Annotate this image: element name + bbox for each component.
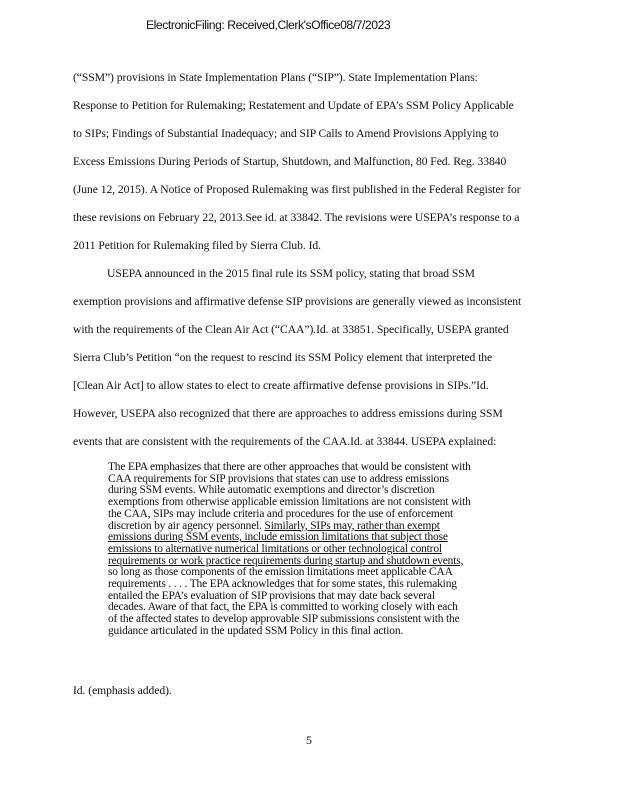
text-line: [Clean Air Act] to allow states to elect to create affirmative defense provisions in SIPs.”Id. — [73, 379, 489, 392]
text-line: USEPA announced in the 2015 final rule its SSM policy, stating that broad SSM — [107, 267, 475, 280]
block-quote — [108, 462, 528, 638]
quote-line: during SSM events. While automatic exemptions and director’s discretion — [108, 484, 435, 497]
emphasized-text: Similarly, SIPs may, rather than exempt — [264, 519, 440, 532]
page-number: 5 — [306, 733, 312, 747]
quote-line: The EPA emphasizes that there are other approaches that would be consistent with — [108, 461, 471, 473]
text-line: Excess Emissions During Periods of Startup, Shutdown, and Malfunction, 80 Fed. Reg. 33840 — [73, 155, 507, 168]
quote-line: exemptions from otherwise applicable emission limitations are not consistent with — [108, 496, 471, 509]
filing-stamp: ElectronicFiling: Received,Clerk'sOffice08/7/2023 — [146, 18, 391, 32]
citation: Id. (emphasis added). — [73, 684, 172, 697]
emphasized-quote-line: emissions during SSM events, include emission limitations that subject those — [108, 531, 448, 544]
quote-line: decades. Aware of that fact, the EPA is committed to working closely with each — [108, 601, 458, 614]
text-line: with the requirements of the Clean Air Act (“CAA”).Id. at 33851. Specifically, USEPA granted — [73, 323, 509, 336]
quote-line: requirements . . . . The EPA acknowledges that for some states, this rulemaking — [108, 578, 457, 591]
quote-line: of the affected states to develop approvable SIP submissions consistent with the — [108, 613, 460, 626]
quote-line: CAA requirements for SIP provisions that states can use to address emissions — [108, 472, 449, 485]
text-line: (June 12, 2015). A Notice of Proposed Rulemaking was first published in the Federal Register for — [73, 183, 521, 196]
quote-line: the CAA, SIPs may include criteria and procedures for the use of enforcement — [108, 507, 454, 520]
quote-line: guidance articulated in the updated SSM Policy in this final action. — [108, 624, 404, 637]
quote-text: discretion by air agency personnel. — [108, 519, 265, 532]
text-line: to SIPs; Findings of Substantial Inadequacy; and SIP Calls to Amend Provisions Applying to — [73, 127, 499, 140]
emphasized-quote-line: requirements or work practice requirements during startup and shutdown events, — [108, 554, 464, 567]
text-line: (“SSM”) provisions in State Implementation Plans (“SIP”). State Implementation Plans: — [73, 71, 478, 84]
text-line: these revisions on February 22, 2013.See id. at 33842. The revisions were USEPA’s response to a — [73, 211, 520, 224]
quote-line: so long as those components of the emission limitations meet applicable CAA — [108, 566, 453, 579]
text-line: events that are consistent with the requirements of the CAA.Id. at 33844. USEPA explained: — [73, 435, 497, 448]
text-line: exemption provisions and affirmative defense SIP provisions are generally viewed as inconsistent — [73, 295, 522, 308]
text-line: Sierra Club’s Petition “on the request to rescind its SSM Policy element that interpreted the — [73, 351, 493, 364]
text-line: 2011 Petition for Rulemaking filed by Sierra Club. Id. — [73, 239, 322, 252]
quote-line: entailed the EPA’s evaluation of SIP provisions that may date back several — [108, 589, 435, 602]
text-line: Response to Petition for Rulemaking; Restatement and Update of EPA’s SSM Policy Applicable — [73, 99, 514, 112]
emphasized-quote-line: emissions to alternative numerical limitations or other technological control — [108, 542, 442, 555]
text-line: However, USEPA also recognized that there are approaches to address emissions during SSM — [73, 407, 503, 420]
